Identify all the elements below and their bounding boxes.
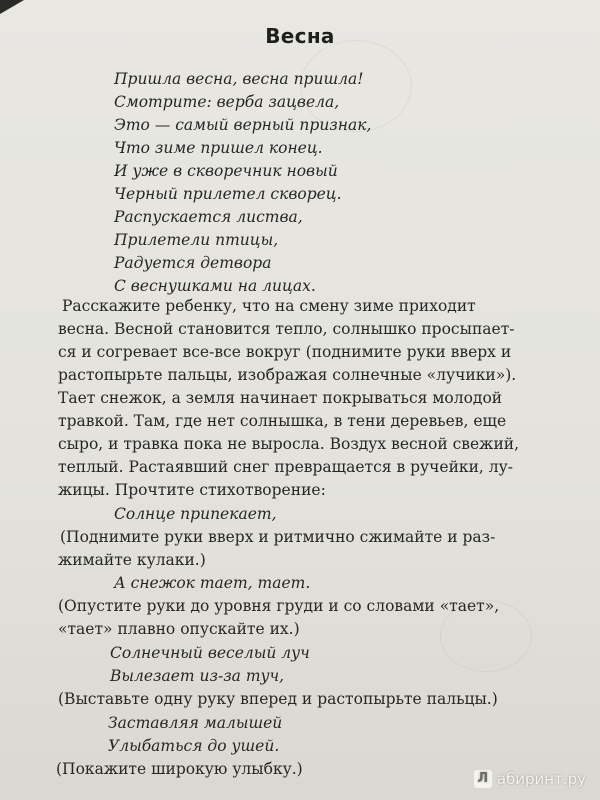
poem-line: И уже в скворечник новый (114, 162, 338, 180)
paragraph-line: весна. Весной становится тепло, солнышко просыпает- (58, 320, 515, 338)
verse-line: Солнечный веселый луч (110, 644, 310, 662)
page-title: Весна (265, 24, 335, 48)
poem-line: С веснушками на лицах. (114, 277, 316, 295)
labirint-watermark (474, 770, 586, 788)
paragraph-line: теплый. Растаявший снег превращается в ручейки, лу- (58, 458, 513, 476)
page-corner-shadow (0, 0, 24, 14)
poem-line: Это — самый верный признак, (114, 116, 372, 134)
instruction-line: (Выставьте одну руку вперед и растопырьте пальцы.) (58, 690, 498, 708)
verse-line: А снежок тает, тает. (114, 574, 311, 592)
poem-line: Распускается листва, (114, 208, 303, 226)
paragraph-line: жицы. Прочтите стихотворение: (58, 481, 326, 499)
poem-line: Черный прилетел скворец. (114, 185, 342, 203)
instruction-line: «тает» плавно опускайте их.) (58, 620, 300, 638)
paragraph-line: ся и согревает все-все вокруг (поднимите руки вверх и (58, 343, 512, 361)
verse-line: Заставляя малышей (108, 714, 283, 732)
paragraph-line: сыро, и травка пока не выросла. Воздух весной свежий, (58, 435, 520, 453)
verse-line: Солнце припекает, (114, 505, 277, 523)
poem-line: Пришла весна, весна пришла! (114, 70, 364, 88)
poem-line: Что зиме пришел конец. (114, 139, 323, 157)
watermark-text: абиринт.ру (496, 770, 586, 788)
poem-line: Прилетели птицы, (114, 231, 279, 249)
instruction-line: (Покажите широкую улыбку.) (56, 760, 303, 778)
paragraph-line: Расскажите ребенку, что на смену зиме приходит (62, 297, 476, 315)
poem-line: Радуется детвора (114, 254, 272, 272)
poem (114, 68, 371, 298)
paragraph-line: Тает снежок, а земля начинает покрываться молодой (58, 389, 503, 407)
verse-line: Улыбаться до ушей. (108, 737, 280, 755)
instruction-line: (Опустите руки до уровня груди и со словами «тает», (58, 597, 500, 615)
paragraph-line: травкой. Там, где нет солнышка, в тени деревьев, еще (58, 412, 507, 430)
verse-line: Вылезает из-за туч, (110, 667, 285, 685)
paragraph-line: растопырьте пальцы, изображая солнечные «лучики»). (58, 366, 517, 384)
labirint-logo-icon: Л (474, 770, 492, 788)
instruction-line: жимайте кулаки.) (58, 551, 206, 569)
instruction-line: (Поднимите руки вверх и ритмично сжимайте и раз- (60, 528, 496, 546)
poem-line: Смотрите: верба зацвела, (114, 93, 340, 111)
